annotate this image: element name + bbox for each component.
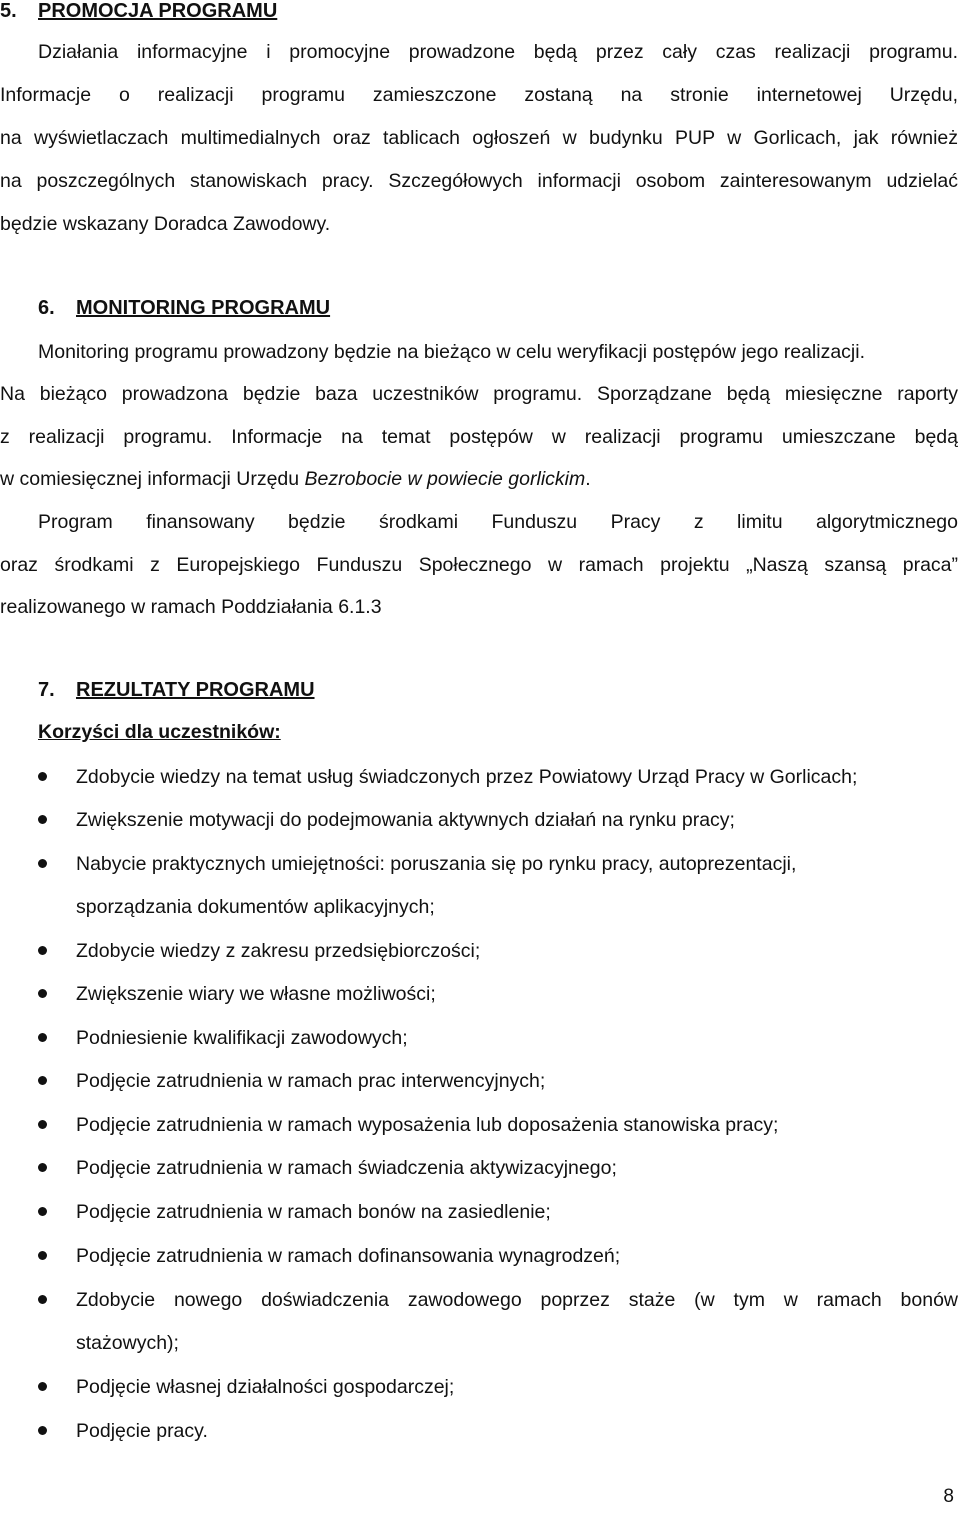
bullet-icon	[38, 1426, 47, 1435]
benefit-item: Podjęcie własnej działalności gospodarczej;	[76, 1376, 455, 1398]
benefit-item: Nabycie praktycznych umiejętności: poruszania się po rynku pracy, autoprezentacji,	[76, 853, 797, 875]
section-6-line-prefix: w comiesięcznej informacji Urzędu	[0, 468, 305, 490]
section-6-heading	[38, 297, 330, 320]
benefit-item-continuation: sporządzania dokumentów aplikacyjnych;	[76, 896, 435, 918]
benefit-item: Podjęcie zatrudnienia w ramach dofinansowania wynagrodzeń;	[76, 1245, 621, 1267]
section-5-heading	[0, 0, 277, 23]
funding-line: realizowanego w ramach Poddziałania 6.1.3	[0, 596, 382, 618]
section-6-line: z realizacji programu. Informacje na temat postępów w realizacji programu umieszczane będą	[0, 426, 958, 448]
benefit-item: Podjęcie zatrudnienia w ramach świadczenia aktywizacyjnego;	[76, 1157, 617, 1179]
benefits-subheading: Korzyści dla uczestników:	[38, 721, 281, 743]
section-7-title: REZULTATY PROGRAMU	[76, 679, 315, 701]
bullet-icon	[38, 1033, 47, 1042]
section-5-number: 5.	[0, 0, 17, 22]
bullet-icon	[38, 946, 47, 955]
funding-line: Program finansowany będzie środkami Funduszu Pracy z limitu algorytmicznego	[38, 511, 958, 533]
bullet-icon	[38, 1076, 47, 1085]
bullet-icon	[38, 772, 47, 781]
bullet-icon	[38, 859, 47, 868]
section-5-line: na wyświetlaczach multimedialnych oraz tablicach ogłoszeń w budynku PUP w Gorlicach, jak również	[0, 127, 958, 149]
section-6-line: Na bieżąco prowadzona będzie baza uczestników programu. Sporządzane będą miesięczne raporty	[0, 383, 958, 405]
bullet-icon	[38, 1120, 47, 1129]
section-5-line: będzie wskazany Doradca Zawodowy.	[0, 213, 331, 235]
benefit-item-continuation: stażowych);	[76, 1332, 179, 1354]
section-6-line: Monitoring programu prowadzony będzie na bieżąco w celu weryfikacji postępów jego realizacji.	[38, 341, 866, 363]
bullet-icon	[38, 1163, 47, 1172]
benefit-item: Podjęcie pracy.	[76, 1420, 208, 1442]
section-7-number: 7.	[38, 679, 55, 701]
bullet-icon	[38, 1382, 47, 1391]
publication-title: Bezrobocie w powiecie gorlickim	[304, 468, 586, 490]
section-5-title: PROMOCJA PROGRAMU	[38, 0, 278, 22]
benefit-item: Zdobycie wiedzy na temat usług świadczonych przez Powiatowy Urząd Pracy w Gorlicach;	[76, 766, 858, 788]
benefit-item: Zdobycie nowego doświadczenia zawodowego poprzez staże (w tym w ramach bonów	[76, 1289, 958, 1311]
section-6-line-suffix: .	[585, 468, 591, 490]
benefit-item: Zdobycie wiedzy z zakresu przedsiębiorczości;	[76, 940, 481, 962]
section-7-heading	[38, 679, 315, 702]
benefit-item: Zwiększenie motywacji do podejmowania aktywnych działań na rynku pracy;	[76, 809, 735, 831]
benefit-item: Podjęcie zatrudnienia w ramach bonów na zasiedlenie;	[76, 1201, 551, 1223]
benefit-item: Podniesienie kwalifikacji zawodowych;	[76, 1027, 408, 1049]
section-5-line: Działania informacyjne i promocyjne prowadzone będą przez cały czas realizacji programu.	[38, 41, 958, 63]
benefit-item: Podjęcie zatrudnienia w ramach prac interwencyjnych;	[76, 1070, 546, 1092]
bullet-icon	[38, 1295, 47, 1304]
section-6-line	[0, 467, 958, 491]
bullet-icon	[38, 989, 47, 998]
funding-line: oraz środkami z Europejskiego Funduszu Społecznego w ramach projektu „Naszą szansą praca”	[0, 554, 958, 576]
section-5-line: Informacje o realizacji programu zamieszczone zostaną na stronie internetowej Urzędu,	[0, 84, 958, 106]
section-6-number: 6.	[38, 297, 55, 319]
bullet-icon	[38, 815, 47, 824]
benefit-item: Zwiększenie wiary we własne możliwości;	[76, 983, 436, 1005]
page-number: 8	[943, 1486, 954, 1507]
section-5-line: na poszczególnych stanowiskach pracy. Szczegółowych informacji osobom zainteresowanym udzielać	[0, 170, 958, 192]
bullet-icon	[38, 1251, 47, 1260]
benefit-item: Podjęcie zatrudnienia w ramach wyposażenia lub doposażenia stanowiska pracy;	[76, 1114, 779, 1136]
section-6-title: MONITORING PROGRAMU	[76, 297, 331, 319]
bullet-icon	[38, 1207, 47, 1216]
